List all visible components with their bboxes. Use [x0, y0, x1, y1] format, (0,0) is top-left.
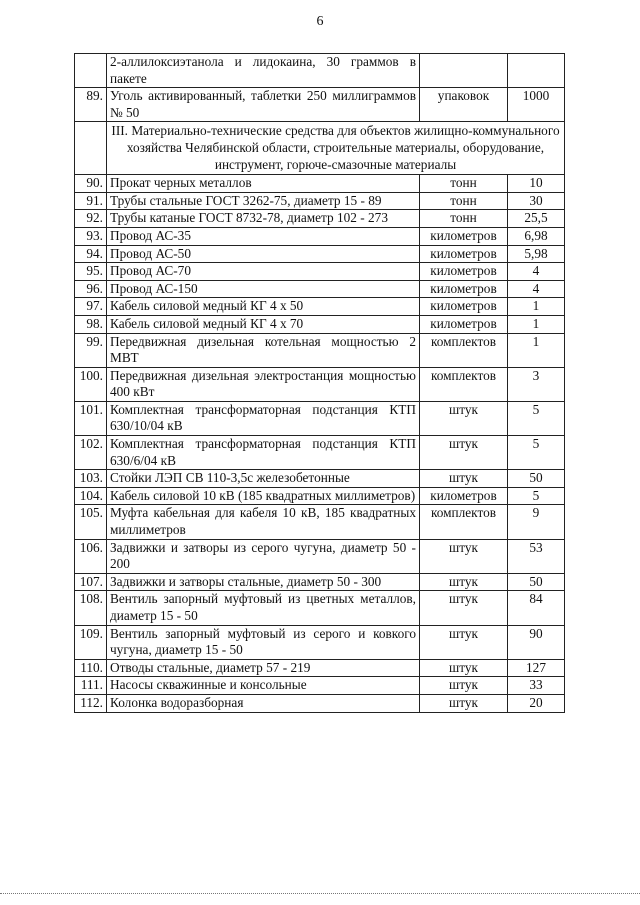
row-number: 95.: [75, 263, 107, 281]
table-row: [75, 625, 565, 659]
page-bottom-divider: [0, 893, 640, 894]
item-unit: километров: [420, 487, 508, 505]
item-quantity: 20: [508, 694, 565, 712]
table-row: [75, 677, 565, 695]
row-number: 97.: [75, 298, 107, 316]
section-title: III. Материально-технические средства для объектов жилищно-коммунального хозяйства Челябинской области, строительные материалы, оборудование, инструмент, горюче-смазочные материалы: [107, 122, 565, 175]
item-name: Стойки ЛЭП СВ 110-3,5с железобетонные: [107, 470, 420, 488]
row-number: 110.: [75, 659, 107, 677]
table-row: [75, 487, 565, 505]
row-number: 91.: [75, 192, 107, 210]
item-name: Вентиль запорный муфтовый из цветных металлов, диаметр 15 - 50: [107, 591, 420, 625]
item-name: Провод АС-35: [107, 227, 420, 245]
item-quantity: [508, 54, 565, 88]
row-number: 96.: [75, 280, 107, 298]
item-name: Прокат черных металлов: [107, 175, 420, 193]
item-quantity: 1000: [508, 88, 565, 122]
section-header-row: [75, 122, 565, 175]
row-number: 104.: [75, 487, 107, 505]
table-row: [75, 227, 565, 245]
table-row: [75, 263, 565, 281]
item-unit: штук: [420, 573, 508, 591]
item-quantity: 1: [508, 298, 565, 316]
row-number: 106.: [75, 539, 107, 573]
table-row: [75, 505, 565, 539]
row-number: 92.: [75, 210, 107, 228]
item-unit: штук: [420, 659, 508, 677]
table-row: [75, 245, 565, 263]
table-row: [75, 192, 565, 210]
item-name: Уголь активированный, таблетки 250 миллиграммов № 50: [107, 88, 420, 122]
item-quantity: 1: [508, 315, 565, 333]
table-row: [75, 315, 565, 333]
item-unit: комплектов: [420, 333, 508, 367]
item-unit: штук: [420, 539, 508, 573]
item-quantity: 33: [508, 677, 565, 695]
row-number: [75, 54, 107, 88]
table-row: [75, 175, 565, 193]
item-unit: штук: [420, 625, 508, 659]
item-unit: штук: [420, 591, 508, 625]
table-row: [75, 591, 565, 625]
table-row-continuation: [75, 54, 565, 88]
item-unit: штук: [420, 470, 508, 488]
item-quantity: 5: [508, 487, 565, 505]
item-name: Насосы скважинные и консольные: [107, 677, 420, 695]
item-unit: тонн: [420, 192, 508, 210]
item-name: Комплектная трансформаторная подстанция КТП 630/10/04 кВ: [107, 401, 420, 435]
item-name: Кабель силовой медный КГ 4 х 70: [107, 315, 420, 333]
item-unit: [420, 54, 508, 88]
item-quantity: 5,98: [508, 245, 565, 263]
row-number: 107.: [75, 573, 107, 591]
item-quantity: 127: [508, 659, 565, 677]
row-number: 102.: [75, 436, 107, 470]
supplies-table-body: [75, 54, 565, 713]
item-quantity: 25,5: [508, 210, 565, 228]
row-number: 94.: [75, 245, 107, 263]
item-name: Трубы стальные ГОСТ 3262-75, диаметр 15 - 89: [107, 192, 420, 210]
item-name: Колонка водоразборная: [107, 694, 420, 712]
row-number: 98.: [75, 315, 107, 333]
item-quantity: 3: [508, 367, 565, 401]
item-name: Трубы катаные ГОСТ 8732-78, диаметр 102 - 273: [107, 210, 420, 228]
row-number: 103.: [75, 470, 107, 488]
item-quantity: 6,98: [508, 227, 565, 245]
item-quantity: 4: [508, 263, 565, 281]
item-quantity: 4: [508, 280, 565, 298]
table-row: [75, 539, 565, 573]
item-unit: штук: [420, 694, 508, 712]
item-quantity: 84: [508, 591, 565, 625]
table-row: [75, 401, 565, 435]
item-unit: километров: [420, 227, 508, 245]
item-quantity: 9: [508, 505, 565, 539]
section-number-cell: [75, 122, 107, 175]
item-quantity: 5: [508, 401, 565, 435]
item-unit: километров: [420, 245, 508, 263]
table-row: [75, 298, 565, 316]
item-name: Кабель силовой медный КГ 4 х 50: [107, 298, 420, 316]
item-name: Передвижная дизельная электростанция мощностью 400 кВт: [107, 367, 420, 401]
item-name: Вентиль запорный муфтовый из серого и ковкого чугуна, диаметр 15 - 50: [107, 625, 420, 659]
row-number: 90.: [75, 175, 107, 193]
item-unit: тонн: [420, 175, 508, 193]
item-quantity: 53: [508, 539, 565, 573]
table-row: [75, 210, 565, 228]
row-number: 100.: [75, 367, 107, 401]
row-number: 111.: [75, 677, 107, 695]
item-quantity: 30: [508, 192, 565, 210]
item-unit: километров: [420, 263, 508, 281]
item-quantity: 90: [508, 625, 565, 659]
item-quantity: 1: [508, 333, 565, 367]
item-name: Кабель силовой 10 кВ (185 квадратных миллиметров): [107, 487, 420, 505]
table-row: [75, 470, 565, 488]
table-row: [75, 280, 565, 298]
table-row: [75, 694, 565, 712]
item-name: 2-аллилоксиэтанола и лидокаина, 30 граммов в пакете: [107, 54, 420, 88]
row-number: 89.: [75, 88, 107, 122]
item-name: Задвижки и затворы из серого чугуна, диаметр 50 - 200: [107, 539, 420, 573]
item-unit: комплектов: [420, 367, 508, 401]
row-number: 109.: [75, 625, 107, 659]
item-quantity: 50: [508, 470, 565, 488]
item-unit: штук: [420, 436, 508, 470]
row-number: 108.: [75, 591, 107, 625]
table-row: [75, 573, 565, 591]
item-unit: штук: [420, 401, 508, 435]
item-quantity: 10: [508, 175, 565, 193]
item-name: Задвижки и затворы стальные, диаметр 50 - 300: [107, 573, 420, 591]
item-name: Провод АС-70: [107, 263, 420, 281]
table-row: [75, 436, 565, 470]
table-row: [75, 88, 565, 122]
item-quantity: 50: [508, 573, 565, 591]
item-unit: километров: [420, 298, 508, 316]
item-unit: комплектов: [420, 505, 508, 539]
supplies-table: [74, 53, 565, 713]
item-name: Передвижная дизельная котельная мощностью 2 МВТ: [107, 333, 420, 367]
item-unit: упаковок: [420, 88, 508, 122]
item-name: Отводы стальные, диаметр 57 - 219: [107, 659, 420, 677]
row-number: 99.: [75, 333, 107, 367]
item-unit: километров: [420, 315, 508, 333]
item-name: Комплектная трансформаторная подстанция КТП 630/6/04 кВ: [107, 436, 420, 470]
item-unit: штук: [420, 677, 508, 695]
row-number: 93.: [75, 227, 107, 245]
item-name: Муфта кабельная для кабеля 10 кВ, 185 квадратных миллиметров: [107, 505, 420, 539]
item-name: Провод АС-150: [107, 280, 420, 298]
page-number: 6: [316, 14, 324, 29]
table-row: [75, 367, 565, 401]
row-number: 101.: [75, 401, 107, 435]
table-row: [75, 659, 565, 677]
item-name: Провод АС-50: [107, 245, 420, 263]
row-number: 105.: [75, 505, 107, 539]
item-quantity: 5: [508, 436, 565, 470]
row-number: 112.: [75, 694, 107, 712]
table-row: [75, 333, 565, 367]
item-unit: километров: [420, 280, 508, 298]
item-unit: тонн: [420, 210, 508, 228]
